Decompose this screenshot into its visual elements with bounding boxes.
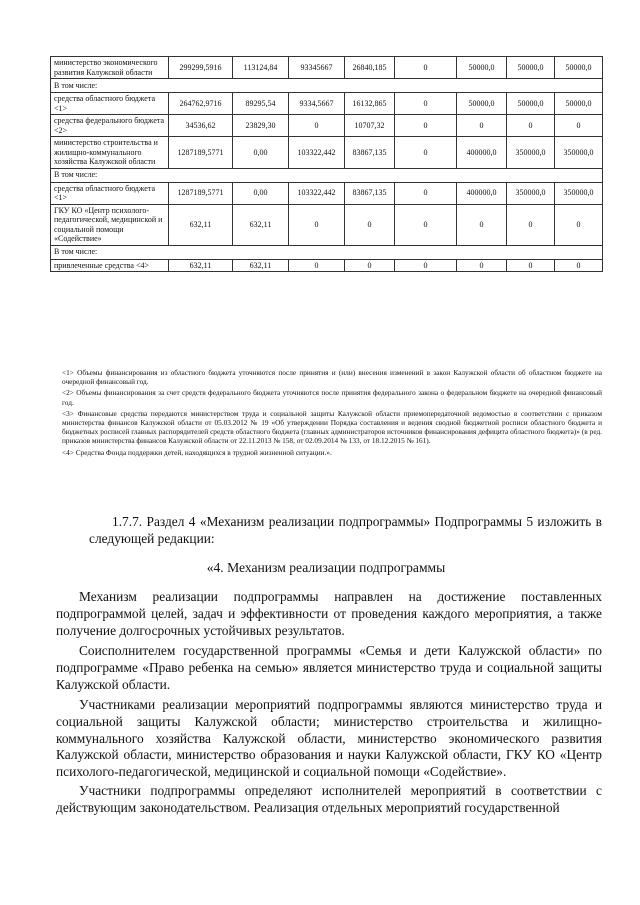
table-cell: 632,11: [169, 204, 233, 245]
paragraph-participants: [56, 697, 602, 781]
table-cell: 400000,0: [457, 137, 507, 169]
footnote-2: <2> Объемы финансирования за счет средств федерального бюджета уточняются после принятия федерального закона о федеральном бюджете на очередной финансовый год.: [62, 388, 602, 407]
table-row: [51, 259, 603, 272]
financing-table-body: [51, 57, 603, 272]
table-cell: 0: [507, 259, 555, 272]
table-cell: 0: [289, 204, 345, 245]
table-row-label: ГКУ КО «Центр психолого-педагогической, медицинской и социальной помощи «Содействие»: [51, 204, 169, 245]
table-cell: 1287189,5771: [169, 137, 233, 169]
table-row-label: средства областного бюджета <1>: [51, 93, 169, 115]
table-cell: 103322,442: [289, 137, 345, 169]
footnote-3: <3> Финансовые средства передаются министерством труда и социальной защиты Калужской области приемопередаточной ведомостью в соответствии с приказом министерства финансов Калужской области от 05.03.2012 № 19 «Об утверждении Порядка составления и ведения сводной бюджетной росписи областного бюджета и бюджетных росписей главных распорядителей средств областного бюджета (главных администраторов источников финансирования дефицита областного бюджета)» (в ред. приказов министерства финансов Калужской области от 22.11.2013 № 158, от 02.09.2014 № 133, от 18.12.2015 № 161).: [62, 408, 602, 446]
table-cell: 34536,62: [169, 115, 233, 137]
table-cell: 350000,0: [507, 182, 555, 204]
table-cell: 632,11: [233, 259, 289, 272]
table-cell: 0: [507, 204, 555, 245]
section-amendment-text: 1.7.7. Раздел 4 «Механизм реализации подпрограммы» Подпрограммы 5 изложить в следующей редакции:: [89, 514, 602, 546]
table-cell: 83867,135: [345, 137, 395, 169]
table-cell: 0: [395, 182, 457, 204]
section-amendment-line: [89, 514, 602, 547]
table-cell: 0: [395, 93, 457, 115]
table-cell: 50000,0: [457, 93, 507, 115]
footnote-1: <1> Объемы финансирования из областного бюджета уточняются после принятия и (или) внесения изменений в закон Калужской области об областном бюджете на очередной финансовый год.: [62, 368, 602, 387]
table-row: [51, 137, 603, 169]
table-cell: 0: [555, 204, 603, 245]
table-subheader-row: [51, 168, 603, 182]
paragraph-coexecutor-text: Соисполнителем государственной программы «Семья и дети Калужской области» по подпрограмме «Право ребенка на семью» является министерство труда и социальной защиты Калужской области.: [56, 643, 602, 692]
table-cell: 83867,135: [345, 182, 395, 204]
paragraph-mechanism: [56, 589, 602, 639]
table-cell: 0: [395, 57, 457, 79]
table-cell: 0,00: [233, 137, 289, 169]
table-cell: 632,11: [169, 259, 233, 272]
table-cell: 0: [345, 204, 395, 245]
financing-table: [50, 56, 603, 272]
table-cell: 264762,9716: [169, 93, 233, 115]
table-cell: 0: [395, 204, 457, 245]
table-cell: 0: [457, 115, 507, 137]
paragraph-executors: [56, 783, 602, 817]
table-row: [51, 57, 603, 79]
table-cell: 50000,0: [507, 93, 555, 115]
table-row-label: министерство строительства и жилищно-коммунального хозяйства Калужской области: [51, 137, 169, 169]
table-row: [51, 93, 603, 115]
table-cell: 0,00: [233, 182, 289, 204]
table-cell: 0: [507, 115, 555, 137]
table-cell: 400000,0: [457, 182, 507, 204]
table-cell: 50000,0: [507, 57, 555, 79]
table-cell: 93345667: [289, 57, 345, 79]
table-cell: 350000,0: [507, 137, 555, 169]
table-cell: 89295,54: [233, 93, 289, 115]
table-cell: 0: [395, 137, 457, 169]
table-subheader-row: [51, 79, 603, 93]
table-cell: 0: [289, 115, 345, 137]
table-cell: 0: [555, 115, 603, 137]
table-cell: 10707,32: [345, 115, 395, 137]
table-row-label: привлеченные средства <4>: [51, 259, 169, 272]
table-cell: 50000,0: [555, 93, 603, 115]
table-cell: 9334,5667: [289, 93, 345, 115]
table-cell: 0: [457, 259, 507, 272]
table-cell: 299299,5916: [169, 57, 233, 79]
table-cell: 0: [395, 115, 457, 137]
table-cell: 0: [345, 259, 395, 272]
paragraph-executors-text: Участники подпрограммы определяют исполнителей мероприятий в соответствии с действующим законодательством. Реализация отдельных мероприятий государственной: [56, 783, 602, 815]
table-row-label: министерство экономического развития Калужской области: [51, 57, 169, 79]
table-cell: 632,11: [233, 204, 289, 245]
table-cell: 103322,442: [289, 182, 345, 204]
table-row-label: В том числе:: [51, 79, 603, 93]
table-row: [51, 115, 603, 137]
table-cell: 350000,0: [555, 182, 603, 204]
paragraph-mechanism-text: Механизм реализации подпрограммы направлен на достижение поставленных подпрограммой целей, задач и эффективности от проведения каждого мероприятия, а также получение долгосрочных устойчивых результатов.: [56, 589, 602, 638]
table-cell: 0: [555, 259, 603, 272]
table-cell: 0: [289, 259, 345, 272]
table-row-label: В том числе:: [51, 245, 603, 259]
table-cell: 350000,0: [555, 137, 603, 169]
table-row-label: средства областного бюджета <1>: [51, 182, 169, 204]
table-row: [51, 182, 603, 204]
table-row-label: средства федерального бюджета <2>: [51, 115, 169, 137]
table-cell: 113124,84: [233, 57, 289, 79]
footnotes: [62, 368, 602, 459]
table-cell: 50000,0: [457, 57, 507, 79]
table-cell: 16132,865: [345, 93, 395, 115]
table-cell: 50000,0: [555, 57, 603, 79]
table-cell: 26840,185: [345, 57, 395, 79]
table-cell: 1287189,5771: [169, 182, 233, 204]
table-row-label: В том числе:: [51, 168, 603, 182]
footnote-4: <4> Средства Фонда поддержки детей, находящихся в трудной жизненной ситуации.».: [62, 447, 332, 457]
paragraph-participants-text: Участниками реализации мероприятий подпрограммы являются министерство труда и социальной защиты Калужской области; министерство строительства и жилищно-коммунального хозяйства Калужской области, министерство экономического развития Калужской области, министерство образования и науки Калужской области, ГКУ КО «Центр психолого-педагогической, медицинской и социальной помощи «Содействие».: [56, 697, 602, 780]
table-cell: 0: [395, 259, 457, 272]
table-cell: 23829,30: [233, 115, 289, 137]
table-subheader-row: [51, 245, 603, 259]
table-cell: 0: [457, 204, 507, 245]
paragraph-coexecutor: [56, 643, 602, 693]
section-heading: «4. Механизм реализации подпрограммы: [206, 560, 446, 575]
table-row: [51, 204, 603, 245]
